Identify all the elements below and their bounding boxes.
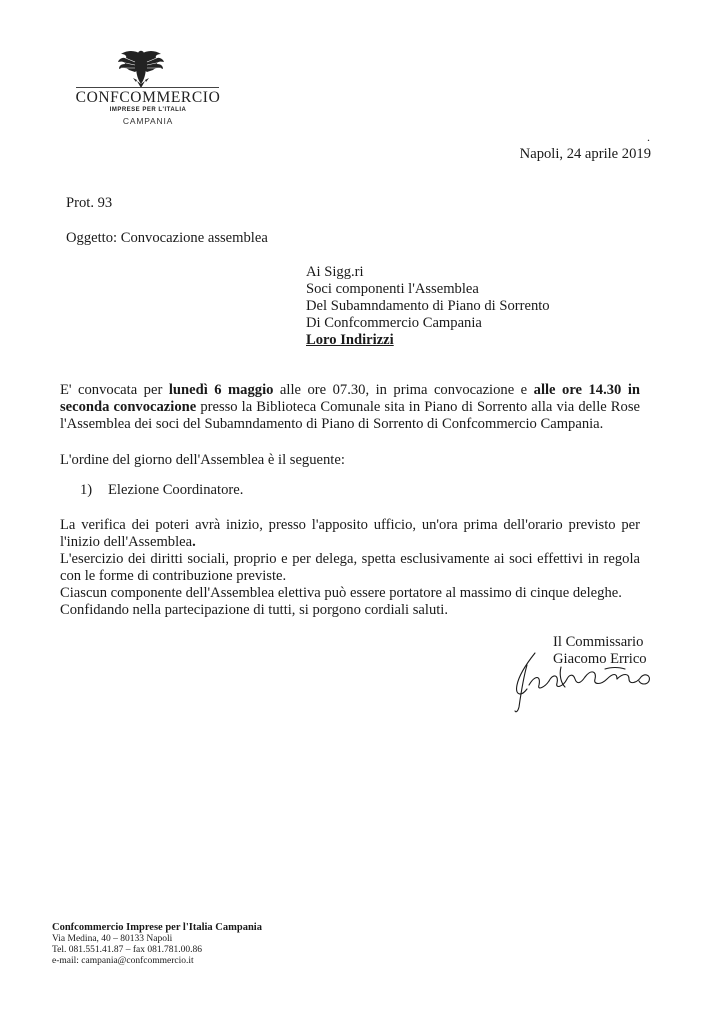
footer-address: Via Medina, 40 – 80133 Napoli bbox=[52, 934, 173, 944]
para-line: con le forme di contribuzione previste. bbox=[60, 568, 287, 584]
letter-subject: Oggetto: Convocazione assemblea bbox=[66, 230, 268, 246]
agenda-item-text: Elezione Coordinatore. bbox=[108, 482, 244, 498]
para-line: Confidando nella partecipazione di tutti, si porgono cordiali saluti. bbox=[60, 602, 448, 618]
recipient-line: Di Confcommercio Campania bbox=[306, 315, 482, 331]
footer-email: e-mail: campania@confcommercio.it bbox=[52, 956, 194, 966]
para-line bbox=[60, 534, 640, 551]
para-line: La verifica dei poteri avrà inizio, presso l'apposito ufficio, un'ora prima dell'orario previsto per bbox=[60, 517, 640, 533]
handwritten-signature bbox=[505, 645, 675, 715]
para-line-text: l'inizio dell'Assemblea bbox=[60, 534, 193, 550]
protocol-number: Prot. 93 bbox=[66, 195, 113, 211]
letter-date: Napoli, 24 aprile 2019 bbox=[519, 146, 651, 162]
recipient-line: Ai Sigg.ri bbox=[306, 264, 364, 280]
second-convocation: alle ore 14.30 in seconda convocazione bbox=[60, 382, 641, 415]
date-mark: . bbox=[647, 130, 650, 144]
agenda-intro: L'ordine del giorno dell'Assemblea è il seguente: bbox=[60, 452, 345, 468]
recipient-line: Del Subamndamento di Piano di Sorrento bbox=[306, 298, 550, 314]
eagle-emblem-icon bbox=[117, 48, 165, 88]
para-line: L'esercizio dei diritti sociali, proprio e per delega, spetta esclusivamente ai soci effettivi in regola bbox=[60, 551, 640, 567]
para-text: alle ore 07.30, in prima convocazione e bbox=[273, 382, 534, 398]
recipient-line: Soci componenti l'Assemblea bbox=[306, 281, 479, 297]
procedures-paragraph bbox=[60, 517, 640, 619]
footer-phone: Tel. 081.551.41.87 – fax 081.781.00.86 bbox=[52, 945, 203, 955]
logo-org-name: CONFCOMMERCIO bbox=[75, 89, 221, 106]
signatory-title: Il Commissario bbox=[553, 634, 644, 650]
logo-rule bbox=[76, 87, 219, 88]
agenda-item-number: 1) bbox=[80, 482, 93, 498]
recipients-block bbox=[306, 264, 550, 349]
recipient-loro-indirizzi: Loro Indirizzi bbox=[306, 332, 394, 348]
convocation-paragraph bbox=[60, 382, 640, 433]
signatory-name: Giacomo Errico bbox=[553, 651, 647, 667]
logo-region: CAMPANIA bbox=[122, 116, 174, 126]
para-line: Ciascun componente dell'Assemblea elettiva può essere portatore al massimo di cinque deleghe. bbox=[60, 585, 622, 601]
logo-org-sub: IMPRESE PER L'ITALIA bbox=[109, 107, 187, 113]
para-text: presso la Biblioteca Comunale sita in Piano di Sorrento alla via delle Rose l'Assemblea dei soci del Subamndamento di Piano di Sorrento di Confcommercio Campania. bbox=[60, 399, 640, 432]
footer-block bbox=[52, 921, 262, 967]
para-line-period: . bbox=[192, 534, 196, 550]
agenda-item bbox=[80, 482, 243, 499]
para-text: E' convocata per bbox=[60, 382, 169, 398]
footer-org: Confcommercio Imprese per l'Italia Campania bbox=[52, 922, 262, 933]
meeting-date: lunedì 6 maggio bbox=[168, 382, 274, 398]
